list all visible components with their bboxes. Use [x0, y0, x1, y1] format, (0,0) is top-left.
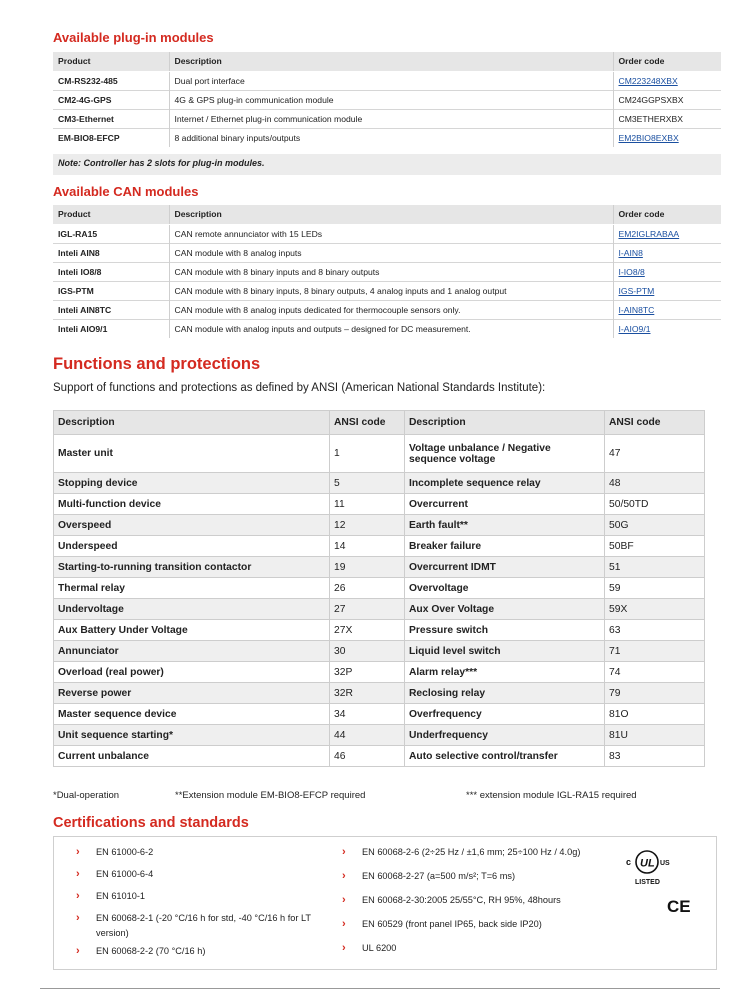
- certifications-left-column: [76, 845, 326, 966]
- certification-item: [76, 889, 326, 904]
- chevron-right-icon: ›: [342, 918, 346, 930]
- order-code-link[interactable]: CM223248XBX: [613, 71, 721, 90]
- table-row: [53, 128, 721, 147]
- product-name: CM-RS232-485: [53, 71, 169, 90]
- function-description: Incomplete sequence relay: [405, 473, 605, 494]
- ansi-table: [53, 410, 705, 767]
- function-description: Multi-function device: [54, 494, 330, 515]
- function-description: Stopping device: [54, 473, 330, 494]
- ansi-code: 81U: [605, 725, 705, 746]
- order-code-link[interactable]: EM2BIO8EXBX: [613, 128, 721, 147]
- function-description: Overspeed: [54, 515, 330, 536]
- ul-logo-us: US: [660, 860, 670, 867]
- ansi-code: 50/50TD: [605, 494, 705, 515]
- ansi-row: [54, 662, 705, 683]
- col-ansi-right: ANSI code: [605, 411, 705, 435]
- ansi-row: [54, 620, 705, 641]
- product-name: Inteli AIO9/1: [53, 319, 169, 338]
- col-description-right: Description: [405, 411, 605, 435]
- certification-text: EN 60068-2-30:2005 25/55°C, RH 95%, 48hours: [362, 895, 561, 905]
- can-modules-table: [53, 205, 721, 338]
- chevron-right-icon: ›: [342, 894, 346, 906]
- certification-item: [76, 911, 326, 941]
- ansi-code: 11: [330, 494, 405, 515]
- product-name: IGS-PTM: [53, 281, 169, 300]
- ansi-row: [54, 515, 705, 536]
- function-description: Alarm relay***: [405, 662, 605, 683]
- order-code-link[interactable]: I-AIO9/1: [613, 319, 721, 338]
- order-code: CM3ETHERXBX: [613, 109, 721, 128]
- ansi-row: [54, 557, 705, 578]
- col-description: Description: [169, 52, 613, 71]
- ansi-code: 34: [330, 704, 405, 725]
- functions-title: Functions and protections: [53, 355, 261, 373]
- table-row: [53, 109, 721, 128]
- table-row: [53, 71, 721, 90]
- certification-text: UL 6200: [362, 943, 397, 953]
- ansi-code: 74: [605, 662, 705, 683]
- function-description: Unit sequence starting*: [54, 725, 330, 746]
- product-description: CAN module with analog inputs and outputs – designed for DC measurement.: [169, 319, 613, 338]
- footnote-dual-operation: *Dual-operation: [53, 790, 120, 801]
- function-description: Master sequence device: [54, 704, 330, 725]
- plugin-modules-table: [53, 52, 721, 147]
- product-description: 4G & GPS plug-in communication module: [169, 90, 613, 109]
- chevron-right-icon: ›: [76, 868, 80, 880]
- ansi-code: 50BF: [605, 536, 705, 557]
- plugin-note: Note: Controller has 2 slots for plug-in modules.: [53, 154, 721, 175]
- product-name: CM2-4G-GPS: [53, 90, 169, 109]
- ansi-code: 48: [605, 473, 705, 494]
- ce-mark-logo: CE: [667, 897, 691, 916]
- certification-item: [342, 941, 642, 956]
- certification-item: [76, 845, 326, 860]
- function-description: Overload (real power): [54, 662, 330, 683]
- certification-text: EN 61010-1: [96, 891, 146, 901]
- product-description: CAN module with 8 analog inputs dedicated for thermocouple sensors only.: [169, 300, 613, 319]
- certification-text: EN 60068-2-27 (a=500 m/s²; T=6 ms): [362, 871, 516, 881]
- ansi-code: 26: [330, 578, 405, 599]
- footnote-extension-bio8: **Extension module EM-BIO8-EFCP required: [175, 790, 366, 801]
- product-name: IGL-RA15: [53, 224, 169, 243]
- product-name: Inteli IO8/8: [53, 262, 169, 281]
- table-row: [53, 224, 721, 243]
- ul-logo-listed: LISTED: [635, 879, 660, 886]
- ul-logo-c: c: [626, 857, 632, 867]
- chevron-right-icon: ›: [76, 912, 80, 924]
- ansi-code: 71: [605, 641, 705, 662]
- ansi-code: 63: [605, 620, 705, 641]
- product-name: CM3-Ethernet: [53, 109, 169, 128]
- function-description: Reverse power: [54, 683, 330, 704]
- col-order-code: Order code: [613, 52, 721, 71]
- function-description: Auto selective control/transfer: [405, 746, 605, 767]
- function-description: Current unbalance: [54, 746, 330, 767]
- ansi-row: [54, 473, 705, 494]
- table-row: [53, 243, 721, 262]
- function-description: Underspeed: [54, 536, 330, 557]
- order-code-link[interactable]: EM2IGLRABAA: [613, 224, 721, 243]
- ansi-code: 12: [330, 515, 405, 536]
- function-description: Annunciator: [54, 641, 330, 662]
- ansi-code: 30: [330, 641, 405, 662]
- product-name: Inteli AIN8TC: [53, 300, 169, 319]
- ansi-row: [54, 641, 705, 662]
- table-row: [53, 90, 721, 109]
- table-row: [53, 262, 721, 281]
- ansi-code: 46: [330, 746, 405, 767]
- function-description: Liquid level switch: [405, 641, 605, 662]
- ansi-row: [54, 578, 705, 599]
- function-description: Earth fault**: [405, 515, 605, 536]
- product-description: 8 additional binary inputs/outputs: [169, 128, 613, 147]
- chevron-right-icon: ›: [342, 846, 346, 858]
- ansi-row: [54, 725, 705, 746]
- certification-item: [342, 869, 642, 884]
- table-row: [53, 300, 721, 319]
- ansi-row: [54, 704, 705, 725]
- ansi-code: 27: [330, 599, 405, 620]
- certification-item: [76, 867, 326, 882]
- chevron-right-icon: ›: [76, 945, 80, 957]
- ansi-code: 32R: [330, 683, 405, 704]
- certification-text: EN 60529 (front panel IP65, back side IP20): [362, 919, 542, 929]
- product-description: Dual port interface: [169, 71, 613, 90]
- order-code-link[interactable]: I-IO8/8: [613, 262, 721, 281]
- ansi-row: [54, 494, 705, 515]
- ansi-row: [54, 435, 705, 473]
- table-row: [53, 319, 721, 338]
- col-ansi-left: ANSI code: [330, 411, 405, 435]
- ansi-row: [54, 599, 705, 620]
- col-product: Product: [53, 205, 169, 224]
- product-description: CAN module with 8 binary inputs, 8 binary outputs, 4 analog inputs and 1 analog output: [169, 281, 613, 300]
- ansi-code: 59: [605, 578, 705, 599]
- certification-item: [342, 845, 642, 860]
- ansi-code: 79: [605, 683, 705, 704]
- ansi-code: 27X: [330, 620, 405, 641]
- product-description: Internet / Ethernet plug-in communication module: [169, 109, 613, 128]
- ansi-code: 1: [330, 435, 405, 473]
- product-name: EM-BIO8-EFCP: [53, 128, 169, 147]
- order-code-link[interactable]: I-AIN8: [613, 243, 721, 262]
- certification-text: EN 61000-6-4: [96, 869, 154, 879]
- function-description: Undervoltage: [54, 599, 330, 620]
- col-order-code: Order code: [613, 205, 721, 224]
- certification-item: [342, 917, 642, 932]
- function-description: Overcurrent: [405, 494, 605, 515]
- chevron-right-icon: ›: [342, 942, 346, 954]
- certification-text: EN 60068-2-6 (2÷25 Hz / ±1,6 mm; 25÷100 Hz / 4.0g): [362, 847, 581, 857]
- function-description: Master unit: [54, 435, 330, 473]
- product-name: Inteli AIN8: [53, 243, 169, 262]
- table-row: [53, 281, 721, 300]
- ansi-row: [54, 683, 705, 704]
- ansi-code: 44: [330, 725, 405, 746]
- product-description: CAN module with 8 binary inputs and 8 binary outputs: [169, 262, 613, 281]
- chevron-right-icon: ›: [76, 846, 80, 858]
- function-description: Aux Over Voltage: [405, 599, 605, 620]
- function-description: Thermal relay: [54, 578, 330, 599]
- function-description: Breaker failure: [405, 536, 605, 557]
- function-description: Overvoltage: [405, 578, 605, 599]
- ansi-code: 50G: [605, 515, 705, 536]
- function-description: Overfrequency: [405, 704, 605, 725]
- ansi-code: 51: [605, 557, 705, 578]
- ansi-code: 47: [605, 435, 705, 473]
- certification-item: [76, 944, 326, 959]
- ul-listed-logo: [620, 848, 680, 888]
- col-description-left: Description: [54, 411, 330, 435]
- ansi-row: [54, 536, 705, 557]
- function-description: Reclosing relay: [405, 683, 605, 704]
- ansi-code: 5: [330, 473, 405, 494]
- col-product: Product: [53, 52, 169, 71]
- function-description: Aux Battery Under Voltage: [54, 620, 330, 641]
- plugin-modules-title: Available plug-in modules: [53, 30, 214, 45]
- chevron-right-icon: ›: [76, 890, 80, 902]
- ansi-code: 81O: [605, 704, 705, 725]
- function-description: Pressure switch: [405, 620, 605, 641]
- function-description: Starting-to-running transition contactor: [54, 557, 330, 578]
- function-description: Underfrequency: [405, 725, 605, 746]
- product-description: CAN remote annunciator with 15 LEDs: [169, 224, 613, 243]
- col-description: Description: [169, 205, 613, 224]
- certification-item: [342, 893, 642, 908]
- order-code-link[interactable]: I-AIN8TC: [613, 300, 721, 319]
- ul-logo-mark: UL: [640, 857, 655, 870]
- order-code-link[interactable]: IGS-PTM: [613, 281, 721, 300]
- ansi-row: [54, 746, 705, 767]
- ansi-code: 14: [330, 536, 405, 557]
- chevron-right-icon: ›: [342, 870, 346, 882]
- footnote-extension-igl: *** extension module IGL-RA15 required: [466, 790, 637, 801]
- certification-text: EN 60068-2-1 (-20 °C/16 h for std, -40 °C/16 h for LT version): [96, 913, 311, 938]
- certifications-right-column: [342, 845, 642, 965]
- ansi-code: 32P: [330, 662, 405, 683]
- ansi-code: 59X: [605, 599, 705, 620]
- functions-intro: Support of functions and protections as defined by ANSI (American National Standards Institute):: [53, 382, 546, 394]
- certifications-title: Certifications and standards: [53, 815, 249, 831]
- function-description: Voltage unbalance / Negative sequence voltage: [405, 435, 605, 473]
- order-code: CM24GGPSXBX: [613, 90, 721, 109]
- certification-text: EN 60068-2-2 (70 °C/16 h): [96, 946, 206, 956]
- can-modules-title: Available CAN modules: [53, 184, 199, 199]
- bottom-divider: [40, 988, 720, 989]
- certifications-box: [53, 836, 717, 970]
- product-description: CAN module with 8 analog inputs: [169, 243, 613, 262]
- function-description: Overcurrent IDMT: [405, 557, 605, 578]
- certification-text: EN 61000-6-2: [96, 847, 154, 857]
- ansi-code: 19: [330, 557, 405, 578]
- ansi-code: 83: [605, 746, 705, 767]
